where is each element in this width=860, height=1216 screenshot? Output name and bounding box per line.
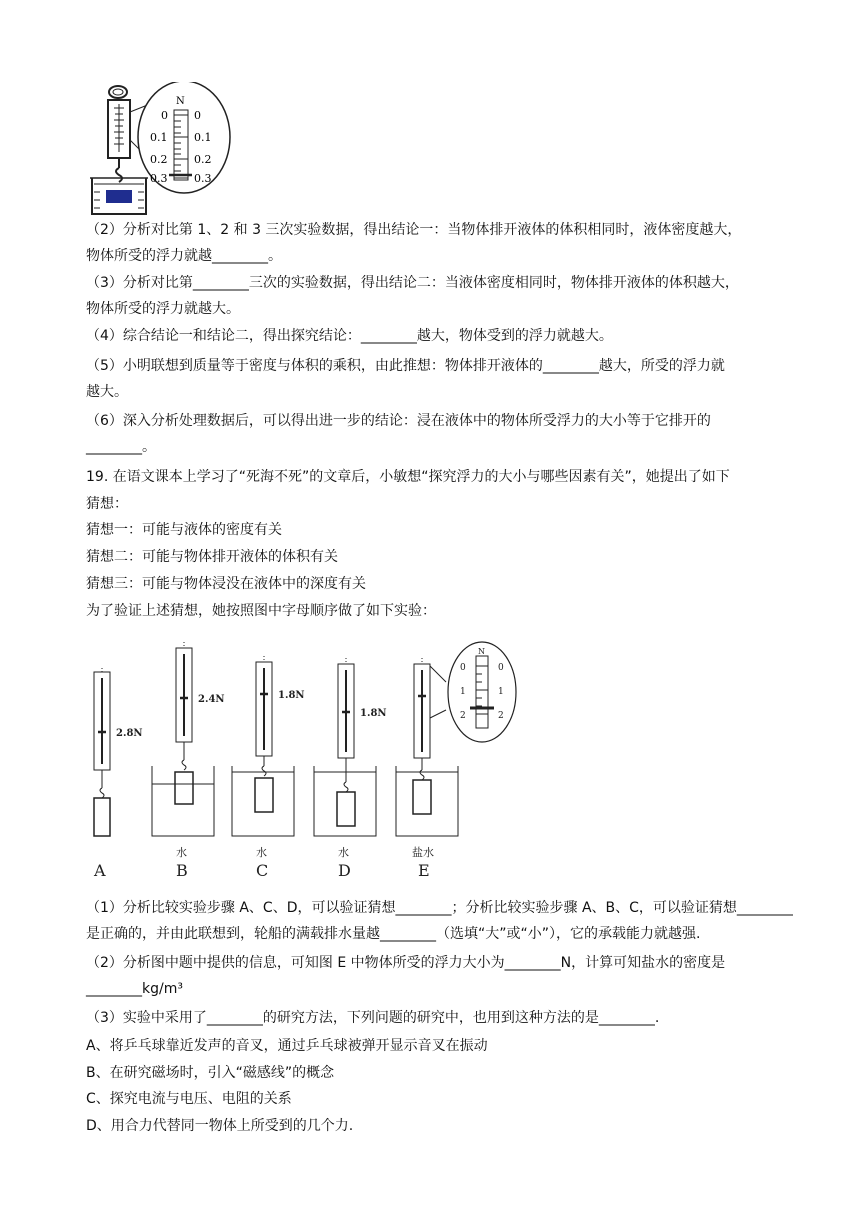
zoom-e-right-1: 1 [498, 687, 504, 697]
scale-b [152, 642, 214, 836]
text-line: （4）综合结论一和结论二，得出探究结论：________越大，物体受到的浮力就越大。 [86, 328, 613, 344]
zoom-right-tick-2: 0.2 [194, 153, 212, 166]
scale-c [232, 656, 294, 836]
reading-d: 1.8N [360, 708, 387, 719]
step-letter-c: C [256, 861, 269, 880]
zoom-e-right-2: 2 [498, 711, 504, 721]
step-letter-e: E [418, 861, 430, 880]
option-d: D、用合力代替同一物体上所受到的几个力. [86, 1118, 354, 1134]
liquid-label-d: 水 [338, 846, 349, 859]
text-line: （5）小明联想到质量等于密度与体积的乘积，由此推想：物体排开液体的________越大，所受的浮力就 [86, 358, 725, 374]
zoom-left-tick-0: 0 [161, 109, 168, 122]
text-line: ________。 [86, 439, 156, 455]
step-letter-d: D [338, 861, 351, 880]
scale-d [314, 658, 376, 836]
text-line: （3）分析对比第________三次的实验数据，得出结论二：当液体密度相同时，物体排开液体的体积越大， [86, 275, 739, 291]
hypothesis-3: 猜想三：可能与物体浸没在液体中的深度有关 [86, 576, 366, 592]
scale-a [94, 668, 110, 836]
hypothesis-2: 猜想二：可能与物体排开液体的体积有关 [86, 549, 338, 565]
text-line: （1）分析比较实验步骤 A、C、D，可以验证猜想________；分析比较实验步骤 A、B、C，可以验证猜想________ [86, 900, 793, 916]
text-line: 是正确的，并由此联想到，轮船的满载排水量越________（选填“大”或“小”），它的承载能力就越强. [86, 926, 701, 942]
scale-e-zoom [448, 642, 516, 742]
text-line: ________kg/m³ [86, 981, 183, 997]
zoom-left-tick-3: 0.3 [150, 172, 168, 185]
zoom-e-left-2: 2 [460, 711, 466, 721]
text-line: 为了验证上述猜想，她按照图中字母顺序做了如下实验： [86, 603, 436, 619]
spring-scale-figure [88, 82, 238, 217]
reading-b: 2.4N [198, 694, 225, 705]
zoom-e-right-0: 0 [498, 663, 504, 673]
text-line: （2）分析图中题中提供的信息，可知图 E 中物体所受的浮力大小为________N，计算可知盐水的密度是 [86, 955, 726, 971]
zoom-left-tick-2: 0.2 [150, 153, 168, 166]
experiment-figure [84, 636, 524, 880]
option-b: B、在研究磁场时，引入“磁感线”的概念 [86, 1065, 335, 1081]
zoom-left-tick-1: 0.1 [150, 131, 168, 144]
zoom-unit-label: N [176, 96, 185, 107]
zoom-e-left-1: 1 [460, 687, 466, 697]
reading-c: 1.8N [278, 690, 305, 701]
zoom-e-unit: N [478, 647, 485, 656]
zoom-right-tick-0: 0 [194, 109, 201, 122]
option-c: C、探究电流与电压、电阻的关系 [86, 1091, 292, 1107]
text-line: 越大。 [86, 384, 128, 400]
option-a: A、将乒乓球靠近发声的音叉，通过乒乓球被弹开显示音叉在振动 [86, 1038, 488, 1054]
text-line: 物体所受的浮力就越大。 [86, 301, 240, 317]
question-19-title: 19. 在语文课本上学习了“死海不死”的文章后，小敏想“探究浮力的大小与哪些因素有关”，她提出了如下 [86, 469, 730, 485]
zoom-right-tick-3: 0.3 [194, 172, 212, 185]
zoom-right-tick-1: 0.1 [194, 131, 212, 144]
zoom-e-left-0: 0 [460, 663, 466, 673]
text-line: 物体所受的浮力就越________。 [86, 248, 282, 264]
reading-a: 2.8N [116, 728, 143, 739]
liquid-label-c: 水 [256, 846, 267, 859]
step-letter-a: A [94, 861, 106, 880]
step-letter-b: B [176, 861, 188, 880]
text-line: （3）实验中采用了________的研究方法，下列问题的研究中，也用到这种方法的是________. [86, 1010, 660, 1026]
liquid-label-e: 盐水 [412, 846, 434, 859]
hypothesis-1: 猜想一：可能与液体的密度有关 [86, 522, 282, 538]
liquid-label-b: 水 [176, 846, 187, 859]
text-line: 猜想： [86, 496, 128, 512]
text-line: （2）分析对比第 1、2 和 3 三次实验数据，得出结论一：当物体排开液体的体积相同时，液体密度越大， [86, 222, 742, 238]
text-line: （6）深入分析处理数据后，可以得出进一步的结论：浸在液体中的物体所受浮力的大小等于它排开的 [86, 413, 711, 429]
